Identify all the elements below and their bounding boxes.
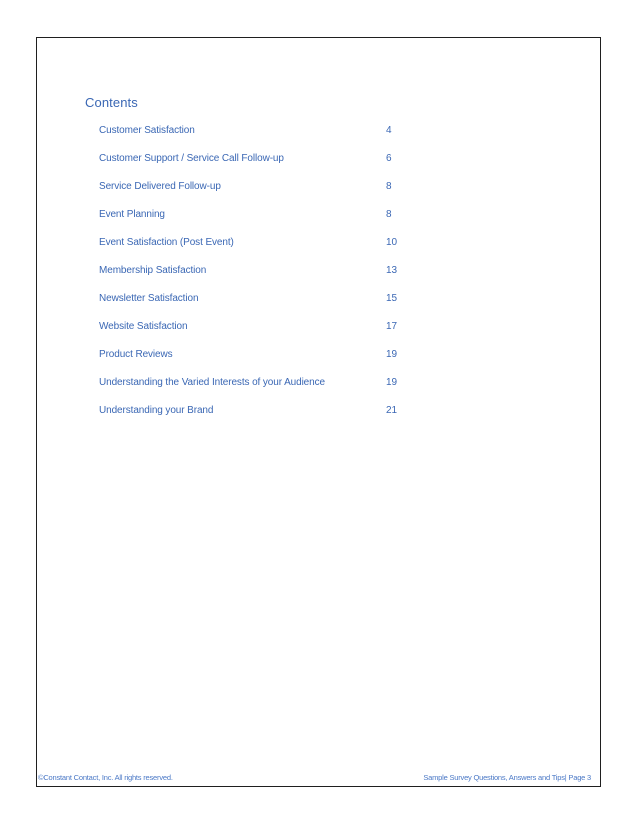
toc-entry[interactable] [0, 181, 638, 197]
toc-entry[interactable] [0, 237, 638, 253]
toc-entry[interactable] [0, 349, 638, 365]
toc-entry-title[interactable]: Customer Support / Service Call Follow-up [99, 153, 284, 164]
toc-entry-title[interactable]: Website Satisfaction [99, 321, 188, 332]
toc-entry-page[interactable]: 4 [386, 125, 392, 136]
toc-entry-page[interactable]: 15 [386, 293, 398, 304]
toc-entry[interactable] [0, 405, 638, 421]
toc-entry-page[interactable]: 8 [386, 209, 392, 220]
toc-entry-page[interactable]: 6 [386, 153, 392, 164]
toc-entry-page[interactable]: 19 [386, 377, 398, 388]
footer-copyright: ©Constant Contact, Inc. All rights reserved. [38, 773, 173, 782]
toc-entry[interactable] [0, 293, 638, 309]
toc-entry[interactable] [0, 265, 638, 281]
toc-entry-title[interactable]: Understanding the Varied Interests of your Audience [99, 377, 325, 388]
toc-entry-page[interactable]: 10 [386, 237, 398, 248]
toc-entry-page[interactable]: 17 [386, 321, 398, 332]
toc-entry[interactable] [0, 377, 638, 393]
footer-page-label: Sample Survey Questions, Answers and Tips| Page 3 [423, 773, 591, 782]
toc-heading: Contents [85, 95, 138, 110]
toc-entry-title[interactable]: Event Planning [99, 209, 165, 220]
toc-entry-title[interactable]: Understanding your Brand [99, 405, 214, 416]
toc-entry[interactable] [0, 321, 638, 337]
toc-entry-title[interactable]: Event Satisfaction (Post Event) [99, 237, 234, 248]
toc-entry[interactable] [0, 153, 638, 169]
toc-entry[interactable] [0, 125, 638, 141]
toc-entry-title[interactable]: Membership Satisfaction [99, 265, 207, 276]
toc-entry-title[interactable]: Newsletter Satisfaction [99, 293, 199, 304]
toc-entry-page[interactable]: 8 [386, 181, 392, 192]
toc-entry-page[interactable]: 13 [386, 265, 398, 276]
toc-entry[interactable] [0, 209, 638, 225]
toc-entry-page[interactable]: 21 [386, 405, 398, 416]
toc-entry-title[interactable]: Service Delivered Follow-up [99, 181, 221, 192]
toc-entry-title[interactable]: Customer Satisfaction [99, 125, 195, 136]
toc-entry-page[interactable]: 19 [386, 349, 398, 360]
toc-entry-title[interactable]: Product Reviews [99, 349, 173, 360]
